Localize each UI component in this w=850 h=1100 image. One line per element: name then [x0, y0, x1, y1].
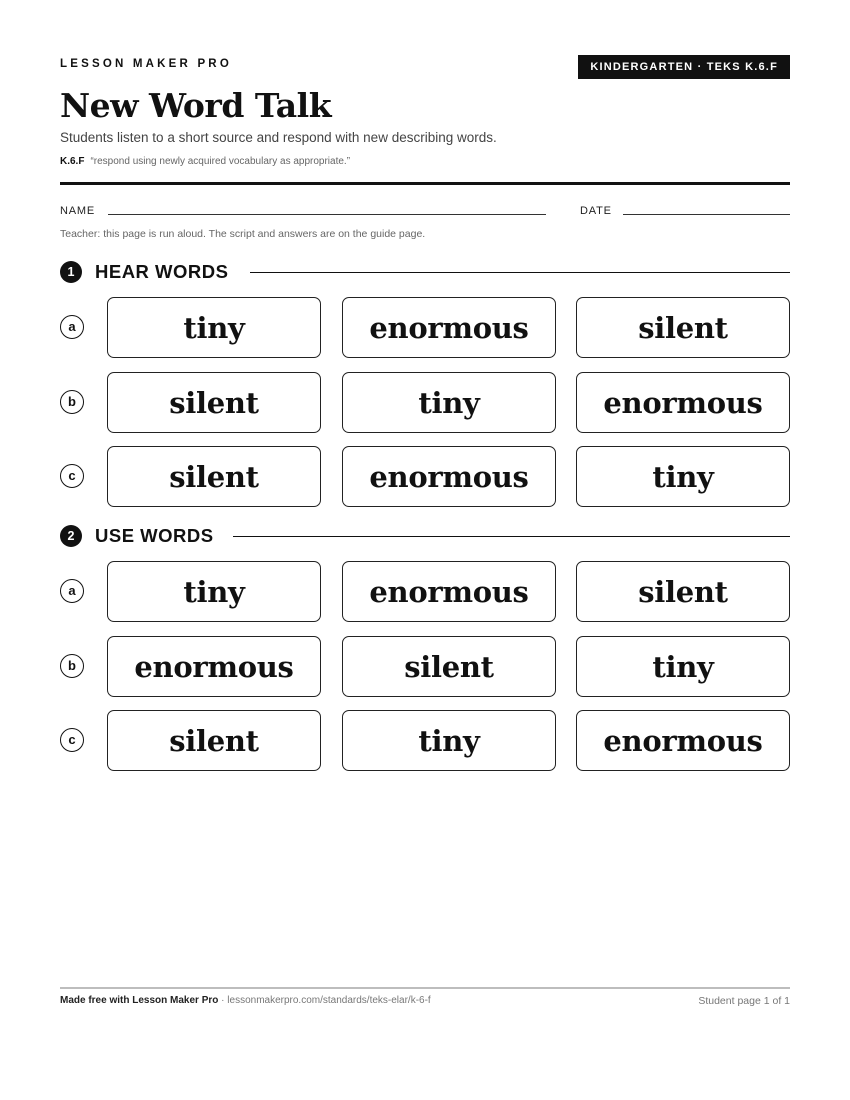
row-label: a [60, 315, 84, 339]
word-card[interactable] [342, 710, 556, 771]
row-label: b [60, 654, 84, 678]
row-label: b [60, 390, 84, 414]
word-card[interactable] [107, 372, 321, 433]
header-divider [60, 182, 790, 185]
word-card-text: tiny [183, 310, 245, 345]
word-card-text: silent [638, 310, 728, 345]
word-card[interactable] [576, 561, 790, 622]
footer-divider [60, 987, 790, 989]
standard-code: K.6.F [60, 156, 85, 167]
word-card-text: enormous [603, 723, 763, 758]
row-label: a [60, 579, 84, 603]
word-card-text: silent [169, 459, 259, 494]
word-card[interactable] [107, 710, 321, 771]
teacher-note: Teacher: this page is run aloud. The script and answers are on the guide page. [60, 228, 426, 240]
footer-separator: · [218, 995, 228, 1006]
section-divider [233, 536, 790, 537]
word-card[interactable] [342, 561, 556, 622]
word-card-text: tiny [652, 649, 714, 684]
footer-page-number: Student page 1 of 1 [698, 995, 790, 1007]
word-card[interactable] [576, 446, 790, 507]
page-subtitle: Students listen to a short source and respond with new describing words. [60, 130, 497, 145]
section-title: USE WORDS [95, 525, 214, 546]
name-field[interactable] [108, 214, 546, 215]
row-label: c [60, 728, 84, 752]
standard-text: “respond using newly acquired vocabulary as appropriate.” [90, 156, 351, 167]
word-card-text: silent [404, 649, 494, 684]
word-card-text: tiny [418, 723, 480, 758]
name-label: NAME [60, 205, 95, 217]
word-card[interactable] [342, 297, 556, 358]
section-use-words-header [60, 524, 790, 548]
word-card[interactable] [107, 297, 321, 358]
word-card-text: tiny [418, 385, 480, 420]
footer-credit [60, 995, 431, 1006]
word-card-text: tiny [183, 574, 245, 609]
date-field[interactable] [623, 214, 790, 215]
word-card[interactable] [342, 446, 556, 507]
section-number-badge: 1 [60, 261, 82, 283]
section-number-badge: 2 [60, 525, 82, 547]
word-card[interactable] [107, 561, 321, 622]
word-card-text: tiny [652, 459, 714, 494]
word-card[interactable] [576, 636, 790, 697]
word-card-text: enormous [134, 649, 294, 684]
word-card-text: enormous [369, 574, 529, 609]
section-divider [250, 272, 790, 273]
word-card[interactable] [576, 372, 790, 433]
word-card[interactable] [107, 446, 321, 507]
word-card[interactable] [342, 372, 556, 433]
word-card-text: enormous [603, 385, 763, 420]
word-card-text: silent [169, 723, 259, 758]
footer-made-with: Made free with Lesson Maker Pro [60, 995, 219, 1006]
word-card[interactable] [576, 297, 790, 358]
date-label: DATE [580, 205, 612, 217]
word-card-text: silent [169, 385, 259, 420]
worksheet-page [60, 0, 790, 1100]
page-title: New Word Talk [60, 86, 332, 125]
word-card[interactable] [342, 636, 556, 697]
word-card[interactable] [107, 636, 321, 697]
grade-standard-badge: KINDERGARTEN · TEKS K.6.F [578, 55, 790, 79]
standard-line [60, 156, 350, 167]
section-title: HEAR WORDS [95, 261, 229, 282]
word-card-text: silent [638, 574, 728, 609]
word-card-text: enormous [369, 459, 529, 494]
footer-url[interactable]: lessonmakerpro.com/standards/teks-elar/k-6-f [227, 995, 431, 1006]
section-hear-words-header [60, 260, 790, 284]
word-card[interactable] [576, 710, 790, 771]
brand-name: LESSON MAKER PRO [60, 58, 232, 70]
word-card-text: enormous [369, 310, 529, 345]
row-label: c [60, 464, 84, 488]
